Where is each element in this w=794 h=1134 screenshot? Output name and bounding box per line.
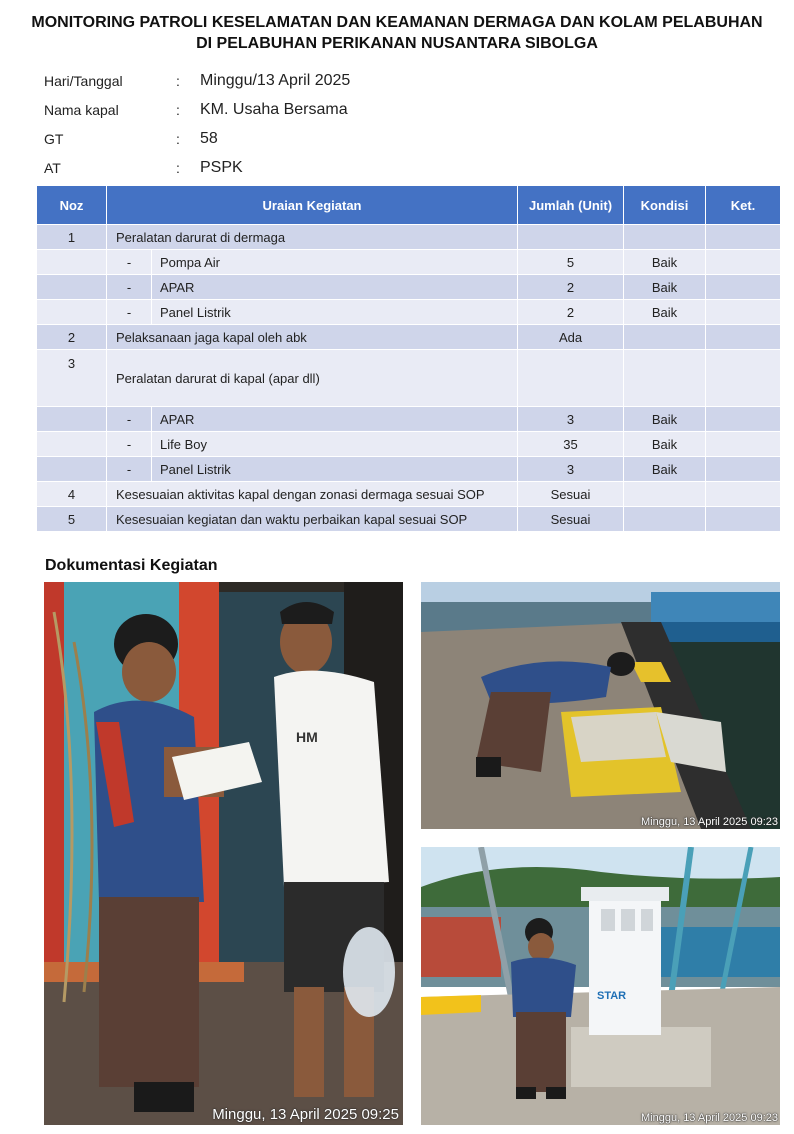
cell-no: 4 [37,482,107,507]
cell-dash: - [107,300,152,325]
info-label: Hari/Tanggal [44,72,123,89]
photo-timestamp: Minggu, 13 April 2025 09:23 [641,1112,778,1124]
photo-panel-check [421,582,780,829]
cell-quantity: 3 [518,457,624,482]
title-line-1: MONITORING PATROLI KESELAMATAN DAN KEAMANAN DERMAGA DAN KOLAM PELABUHAN [31,14,763,31]
activity-table [36,185,781,532]
cell-no: 5 [37,507,107,532]
info-colon: : [176,101,180,118]
cell-quantity: Ada [518,325,624,350]
cell-condition: Baik [624,250,706,275]
cell-condition: Baik [624,275,706,300]
photo-inspection-crew [44,582,403,1125]
photo-inspection-crew-image [44,582,403,1125]
cell-item: Life Boy [152,432,518,457]
documentation-title: Dokumentasi Kegiatan [45,557,218,574]
info-row-gt [44,124,350,153]
title-line-2: DI PELABUHAN PERIKANAN NUSANTARA SIBOLGA [196,35,598,52]
cell-item: Pompa Air [152,250,518,275]
cell-item: Panel Listrik [152,300,518,325]
cell-quantity: Sesuai [518,482,624,507]
cell-condition: Baik [624,407,706,432]
cell-description: Pelaksanaan jaga kapal oleh abk [107,325,518,350]
info-row-ship-name [44,95,350,124]
cell-quantity: 5 [518,250,624,275]
cell-dash: - [107,250,152,275]
table-row [37,250,781,275]
table-row [37,432,781,457]
info-label: Nama kapal [44,101,119,118]
table-header-row [37,186,781,225]
info-label: GT [44,130,64,147]
table-row [37,407,781,432]
photo-panel-check-image [421,582,780,829]
kiosk-sign-text: STAR [597,990,627,1002]
document-title [0,12,794,54]
table-row [37,507,781,532]
info-row-date [44,66,350,95]
header-notes: Ket. [706,186,781,225]
info-row-at [44,153,350,182]
cell-dash: - [107,457,152,482]
cell-no: 1 [37,225,107,250]
cell-item: APAR [152,407,518,432]
vessel-info [44,66,350,182]
info-colon: : [176,159,180,176]
table-row [37,482,781,507]
cell-condition: Baik [624,457,706,482]
table-row [37,350,781,407]
table-row [37,325,781,350]
info-colon: : [176,130,180,147]
photo-electric-kiosk-image [421,847,780,1125]
cell-quantity: Sesuai [518,507,624,532]
info-value: KM. Usaha Bersama [200,100,348,118]
header-condition: Kondisi [624,186,706,225]
info-value: PSPK [200,158,243,176]
cell-quantity: 2 [518,275,624,300]
cell-description: Peralatan darurat di kapal (apar dll) [107,350,518,407]
info-value: 58 [200,129,218,147]
cell-description: Peralatan darurat di dermaga [107,225,518,250]
cell-dash: - [107,275,152,300]
info-colon: : [176,72,180,89]
info-label: AT [44,159,61,176]
cell-dash: - [107,432,152,457]
cell-no: 2 [37,325,107,350]
cell-quantity: 35 [518,432,624,457]
cell-no: 3 [37,350,107,407]
table-row [37,300,781,325]
table-row [37,457,781,482]
header-quantity: Jumlah (Unit) [518,186,624,225]
cell-condition: Baik [624,432,706,457]
cell-quantity: 2 [518,300,624,325]
table-row [37,225,781,250]
shirt-text: HM [296,729,318,745]
cell-description: Kesesuaian aktivitas kapal dengan zonasi dermaga sesuai SOP [107,482,518,507]
table-row [37,275,781,300]
cell-description: Kesesuaian kegiatan dan waktu perbaikan kapal sesuai SOP [107,507,518,532]
photo-timestamp: Minggu, 13 April 2025 09:25 [212,1106,399,1123]
info-value: Minggu/13 April 2025 [200,71,351,89]
photo-electric-kiosk [421,847,780,1125]
header-no: Noz [37,186,107,225]
cell-item: Panel Listrik [152,457,518,482]
photo-timestamp: Minggu, 13 April 2025 09:23 [641,816,778,828]
cell-dash: - [107,407,152,432]
header-description: Uraian Kegiatan [107,186,518,225]
cell-quantity: 3 [518,407,624,432]
cell-item: APAR [152,275,518,300]
cell-condition: Baik [624,300,706,325]
